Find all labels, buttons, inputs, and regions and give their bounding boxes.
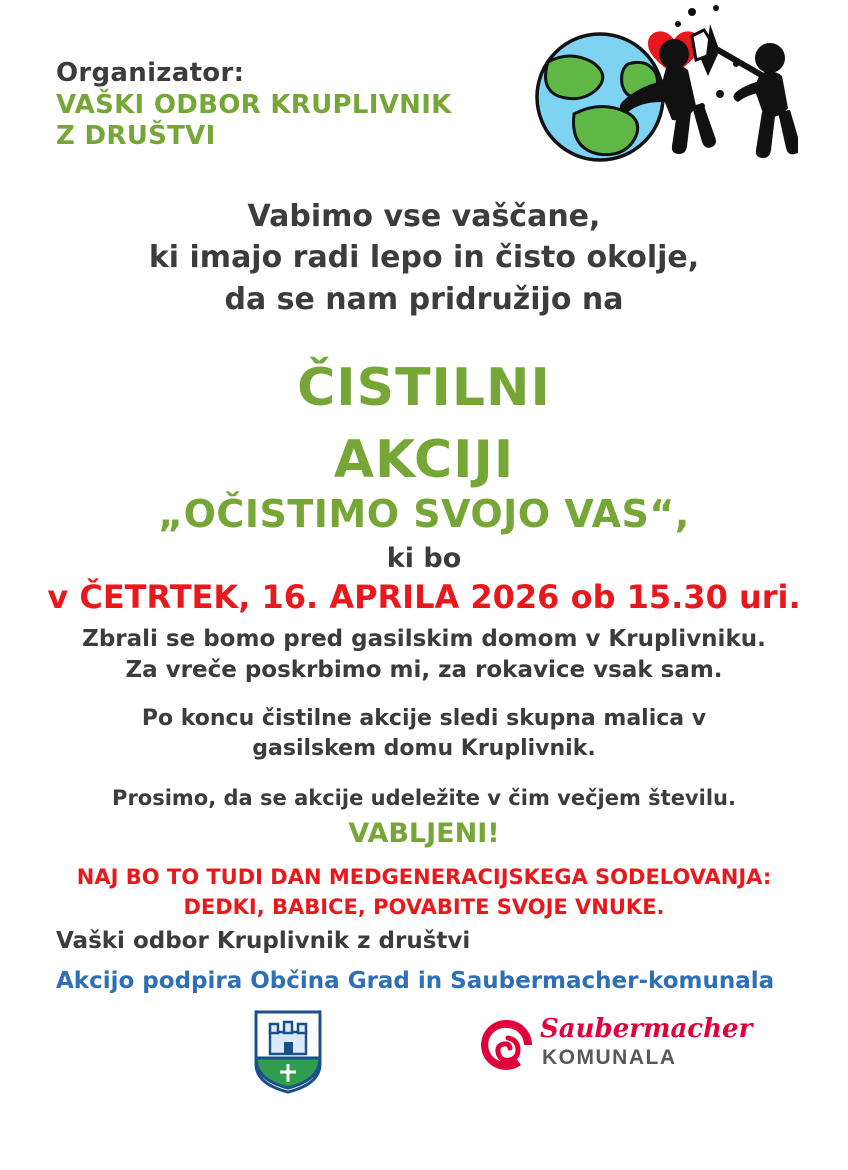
organizer-block	[56, 58, 452, 153]
event-datetime: v ČETRTEK, 16. APRILA 2026 ob 15.30 uri.	[47, 578, 801, 616]
saubermacher-subtitle: KOMUNALA	[542, 1046, 677, 1069]
invitation-text	[0, 196, 848, 320]
meeting-line-2: Za vreče poskrbimo mi, za rokavice vsak sam.	[125, 657, 723, 684]
invitation-line-1: Vabimo vse vaščane,	[247, 199, 601, 234]
after-event-info	[0, 704, 848, 764]
invitation-line-3: da se nam pridružijo na	[224, 281, 624, 317]
after-line-1: Po koncu čistilne akcije sledi skupna malica v	[141, 706, 707, 731]
saubermacher-wordmark: Saubermacher	[540, 1014, 753, 1044]
welcome-text: VABLJENI!	[348, 818, 500, 849]
participation-request: Prosimo, da se akcije udeležite v čim večjem številu.	[112, 786, 736, 810]
generations-note	[0, 862, 848, 923]
meeting-info	[0, 624, 848, 687]
organizer-name-line-2: Z DRUŠTVI	[56, 121, 216, 152]
meeting-line-1: Zbrali se bomo pred gasilskim domom v Kruplivniku.	[82, 626, 766, 652]
support-text: Akcijo podpira Občina Grad in Saubermacher-komunala	[56, 968, 775, 994]
organizer-label: Organizator:	[56, 58, 245, 88]
signature-text: Vaški odbor Kruplivnik z društvi	[56, 928, 471, 954]
generations-line-1: NAJ BO TO TUDI DAN MEDGENERACIJSKEGA SODELOVANJA:	[76, 865, 772, 889]
earth-cleanup-illustration	[478, 2, 798, 192]
event-title-slogan: „OČISTIMO SVOJO VAS“,	[158, 492, 690, 536]
which-will-be-label: ki bo	[386, 543, 462, 574]
event-title-line-2: AKCIJI	[333, 430, 515, 490]
grad-coat-of-arms-logo	[252, 1008, 324, 1096]
organizer-name-line-1: VAŠKI ODBOR KRUPLIVNIK	[56, 89, 452, 120]
event-title-line-1: ČISTILNI	[297, 358, 551, 418]
after-line-2: gasilskem domu Kruplivnik.	[252, 735, 596, 761]
saubermacher-logo	[478, 1012, 753, 1082]
generations-line-2: DEDKI, BABICE, POVABITE SVOJE VNUKE.	[183, 895, 665, 920]
invitation-line-2: ki imajo radi lepo in čisto okolje,	[148, 240, 700, 276]
